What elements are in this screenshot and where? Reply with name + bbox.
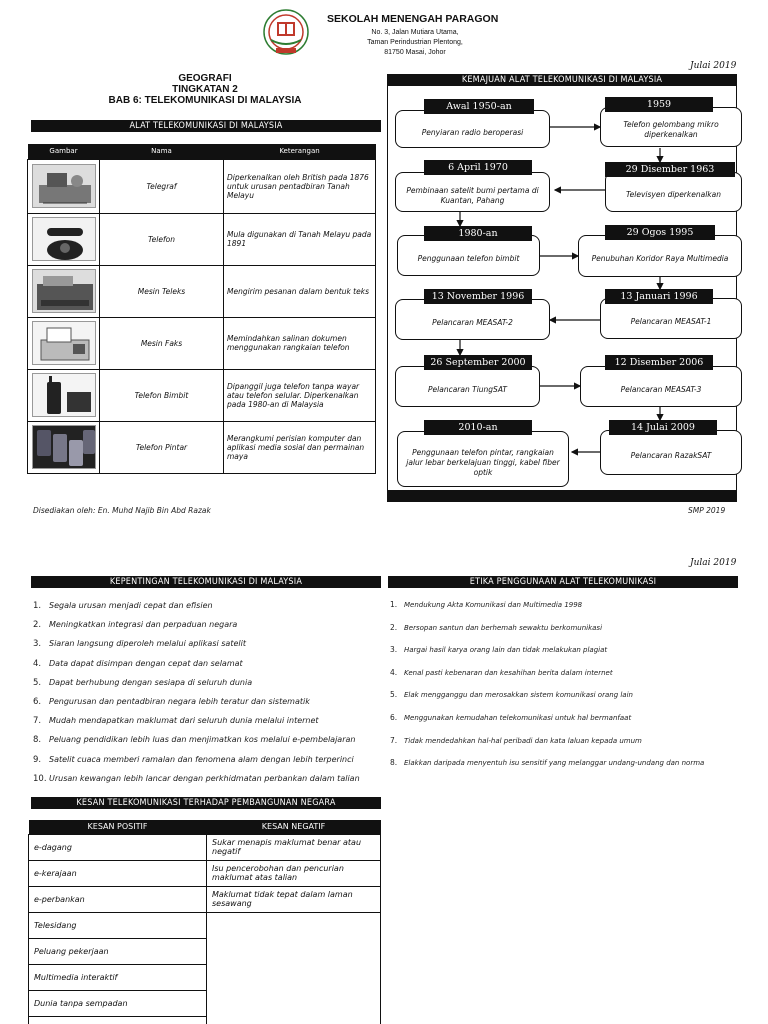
timeline-event-box: Pelancaran MEASAT-2 bbox=[395, 299, 550, 340]
list-item: 2. Bersopan santun dan berhemah sewaktu berkomunikasi bbox=[390, 622, 603, 632]
timeline-event-box: Televisyen diperkenalkan bbox=[605, 172, 742, 212]
timeline-event-date: 1980-an bbox=[424, 226, 532, 241]
list-item: 4. Data dapat disimpan dengan cepat dan selamat bbox=[33, 658, 243, 669]
tool-desc: Merangkumi perisian komputer dan aplikasi media sosial dan permainan maya bbox=[224, 421, 376, 473]
positive-effect: e-kerajaan bbox=[29, 860, 207, 886]
positive-effect: Peluang pekerjaan bbox=[29, 938, 207, 964]
timeline-event-date: 14 Julai 2009 bbox=[609, 420, 717, 435]
negative-effect: Isu pencerobohan dan pencurian maklumat atas talian bbox=[207, 860, 381, 886]
list-item: 8. Peluang pendidikan lebih luas dan menjimatkan kos melalui e-pembelajaran bbox=[33, 735, 356, 746]
table-row bbox=[29, 886, 381, 912]
list-item: 6. Pengurusan dan pentadbiran negara lebih teratur dan sistematik bbox=[33, 696, 310, 707]
timeline-event-date: 13 November 1996 bbox=[424, 289, 532, 304]
list-item: 2. Meningkatkan integrasi dan perpaduan negara bbox=[33, 620, 238, 631]
timeline-event-box: Pelancaran TiungSAT bbox=[395, 366, 540, 407]
timeline-title: KEMAJUAN ALAT TELEKOMUNIKASI DI MALAYSIA bbox=[387, 74, 737, 86]
effects-table bbox=[28, 820, 381, 1024]
tool-name: Telefon Pintar bbox=[100, 421, 224, 473]
form-level: TINGKATAN 2 bbox=[172, 84, 238, 95]
address-line-3: 81750 Masai, Johor bbox=[384, 49, 446, 56]
prepared-by: Disediakan oleh: En. Muhd Najib Bin Abd Razak bbox=[33, 506, 211, 515]
list-item: 4. Kenal pasti kebenaran dan kesahihan berita dalam internet bbox=[390, 667, 613, 677]
col-keterangan: Keterangan bbox=[224, 144, 376, 159]
tool-desc: Diperkenalkan oleh British pada 1876 untuk urusan pentadbiran Tanah Melayu bbox=[224, 159, 376, 213]
list-item: 6. Menggunakan kemudahan telekomunikasi untuk hal bermanfaat bbox=[390, 712, 632, 722]
timeline-event-box: Pembinaan satelit bumi pertama di Kuantan, Pahang bbox=[395, 172, 550, 212]
tool-desc: Memindahkan salinan dokumen menggunakan rangkaian telefon bbox=[224, 317, 376, 369]
col-gambar: Gambar bbox=[28, 144, 100, 159]
col-nama: Nama bbox=[100, 144, 224, 159]
timeline-event-date: 2010-an bbox=[424, 420, 532, 435]
tool-name: Telegraf bbox=[100, 159, 224, 213]
tool-desc: Dipanggil juga telefon tanpa wayar atau telefon selular. Diperkenalkan pada 1980-an di Malaysia bbox=[224, 369, 376, 421]
timeline-event-box: Telefon gelombang mikro diperkenalkan bbox=[600, 107, 742, 147]
list-item: 1. Mendukung Akta Komunikasi dan Multimedia 1998 bbox=[390, 600, 583, 609]
school-name: SEKOLAH MENENGAH PARAGON bbox=[327, 13, 499, 25]
list-item: 9. Satelit cuaca memberi ramalan dan fenomena alam dengan lebih terperinci bbox=[33, 754, 354, 765]
timeline-event-date: 6 April 1970 bbox=[424, 160, 532, 175]
date-top: Julai 2019 bbox=[690, 61, 737, 71]
col-positive: KESAN POSITIF bbox=[29, 820, 207, 834]
timeline-event-date: Awal 1950-an bbox=[424, 99, 534, 114]
importance-title: KEPENTINGAN TELEKOMUNIKASI DI MALAYSIA bbox=[31, 576, 381, 588]
timeline-event-box: Penggunaan telefon bimbit bbox=[397, 235, 540, 276]
negative-effect: Sukar menapis maklumat benar atau negatif bbox=[207, 834, 381, 860]
timeline-event-box: Penyiaran radio beroperasi bbox=[395, 110, 550, 148]
list-item: 3. Hargai hasil karya orang lain dan tidak melakukan plagiat bbox=[390, 645, 608, 655]
subject: GEOGRAFI bbox=[178, 73, 232, 84]
footer-code: SMP 2019 bbox=[688, 506, 726, 515]
chapter-title: BAB 6: TELEKOMUNIKASI DI MALAYSIA bbox=[108, 95, 302, 106]
timeline-event-date: 29 Ogos 1995 bbox=[605, 225, 715, 240]
address-line-2: Taman Perindustrian Plentong, bbox=[367, 39, 463, 46]
date-bottom: Julai 2019 bbox=[690, 558, 737, 568]
ethics-title: ETIKA PENGGUNAAN ALAT TELEKOMUNIKASI bbox=[388, 576, 738, 588]
tools-section-title: ALAT TELEKOMUNIKASI DI MALAYSIA bbox=[31, 120, 381, 132]
timeline-event-date: 29 Disember 1963 bbox=[605, 162, 735, 177]
timeline-event-date: 1959 bbox=[605, 97, 713, 112]
timeline-event-box: Penggunaan telefon pintar, rangkaian jalur lebar berkelajuan tinggi, kabel fiber optik bbox=[397, 431, 569, 487]
list-item: 5. Dapat berhubung dengan sesiapa di seluruh dunia bbox=[33, 677, 253, 688]
positive-effect: Telesidang bbox=[29, 912, 207, 938]
positive-effect: Multimedia interaktif bbox=[29, 964, 207, 990]
list-item: 8. Elakkan daripada menyentuh isu sensitif yang melanggar undang-undang dan norma bbox=[390, 758, 705, 768]
list-item: 7. Mudah mendapatkan maklumat dari seluruh dunia melalui internet bbox=[33, 716, 319, 727]
tool-name: Telefon bbox=[100, 213, 224, 265]
list-item: 10. Urusan kewangan lebih lancar dengan perkhidmatan perbankan dalam talian bbox=[33, 773, 360, 784]
effects-title: KESAN TELEKOMUNIKASI TERHADAP PEMBANGUNAN NEGARA bbox=[31, 797, 381, 809]
importance-list bbox=[33, 596, 360, 788]
timeline-event-date: 26 September 2000 bbox=[424, 355, 532, 370]
tool-name: Mesin Teleks bbox=[100, 265, 224, 317]
tool-name: Mesin Faks bbox=[100, 317, 224, 369]
positive-effect: e-perbankan bbox=[29, 886, 207, 912]
tool-desc: Mula digunakan di Tanah Melayu pada 1891 bbox=[224, 213, 376, 265]
timeline-event-box: Pelancaran RazakSAT bbox=[600, 430, 742, 475]
table-row bbox=[29, 860, 381, 886]
timeline-event-date: 13 Januari 1996 bbox=[605, 289, 713, 304]
ethics-list bbox=[390, 594, 704, 775]
negative-effect-empty bbox=[207, 912, 381, 1024]
timeline-event-box: Pelancaran MEASAT-1 bbox=[600, 298, 742, 339]
col-negative: KESAN NEGATIF bbox=[207, 820, 381, 834]
tool-desc: Mengirim pesanan dalam bentuk teks bbox=[224, 265, 376, 317]
timeline-event-box: Pelancaran MEASAT-3 bbox=[580, 366, 742, 407]
list-item: 3. Siaran langsung diperoleh melalui aplikasi satelit bbox=[33, 639, 246, 650]
list-item: 1. Segala urusan menjadi cepat dan efisien bbox=[33, 601, 213, 611]
table-row bbox=[29, 834, 381, 860]
list-item: 5. Elak mengganggu dan merosakkan sistem komunikasi orang lain bbox=[390, 690, 633, 700]
list-item: 7. Tidak mendedahkan hal-hal peribadi dan kata laluan kepada umum bbox=[390, 735, 642, 745]
tool-name: Telefon Bimbit bbox=[100, 369, 224, 421]
table-row bbox=[29, 912, 381, 938]
timeline-event-date: 12 Disember 2006 bbox=[605, 355, 713, 370]
address-line-1: No. 3, Jalan Mutiara Utama, bbox=[371, 29, 459, 36]
positive-effect: e-dagang bbox=[29, 834, 207, 860]
positive-effect-empty bbox=[29, 1016, 207, 1024]
positive-effect: Dunia tanpa sempadan bbox=[29, 990, 207, 1016]
negative-effect: Maklumat tidak tepat dalam laman sesawang bbox=[207, 886, 381, 912]
timeline-event-box: Penubuhan Koridor Raya Multimedia bbox=[578, 235, 742, 277]
